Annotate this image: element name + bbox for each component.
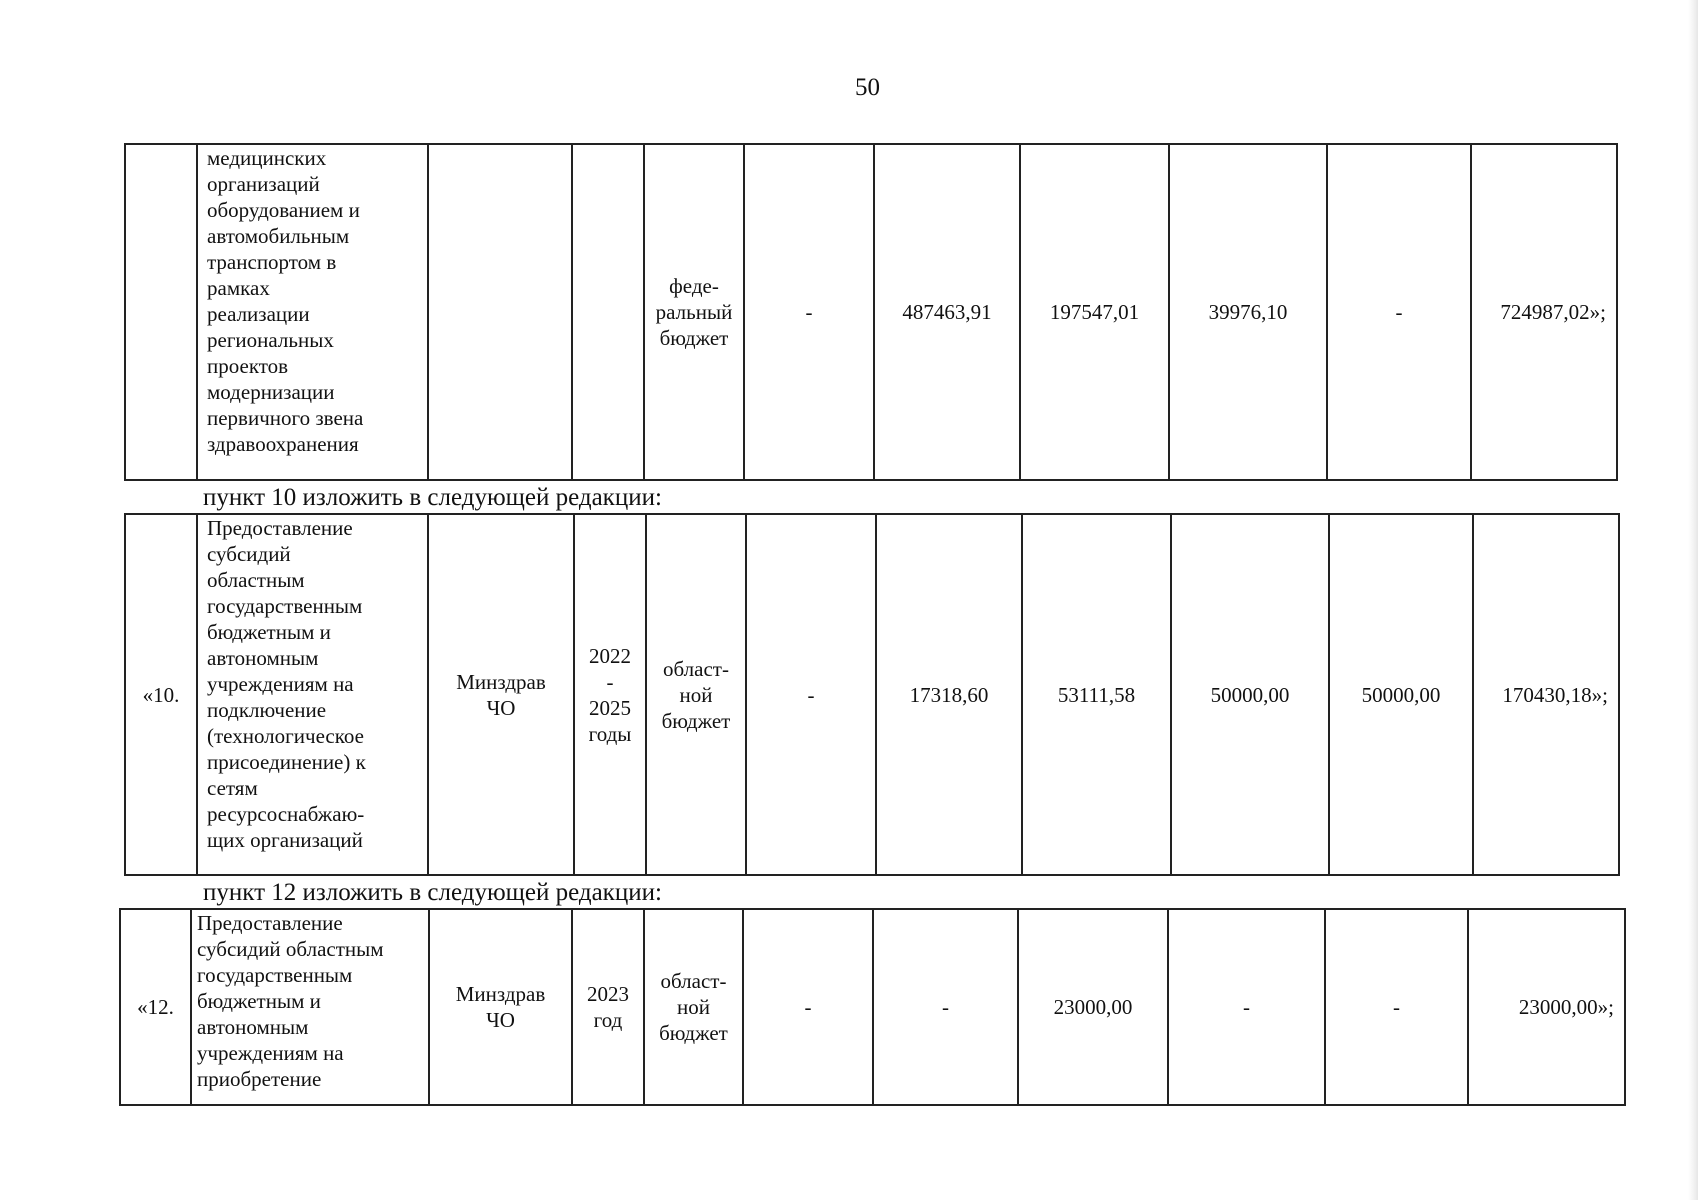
executor: Минздрав ЧО: [428, 514, 574, 875]
amendment-instruction-10: пункт 10 изложить в следующей редакции:: [203, 484, 662, 511]
value-cell: 53111,58: [1022, 514, 1171, 875]
row-number: «10.: [125, 514, 197, 875]
table-row: [120, 909, 1625, 1105]
page-number: 50: [855, 74, 880, 101]
measure-name: медицинских организаций оборудованием и автомобильным транспортом в рамках реализации региональных проектов модернизации первичного звена здравоохранения: [197, 144, 428, 480]
value-cell: -: [1168, 909, 1325, 1105]
period: 2023 год: [572, 909, 644, 1105]
value-cell: -: [744, 144, 874, 480]
value-cell: -: [873, 909, 1018, 1105]
table-row: [125, 514, 1619, 875]
table-row: [125, 144, 1617, 480]
value-cell: 50000,00: [1329, 514, 1473, 875]
scan-edge: [1688, 0, 1698, 1200]
value-cell: -: [1325, 909, 1468, 1105]
period: 2022 - 2025 годы: [574, 514, 646, 875]
measure-name: Предоставление субсидий областным государственным бюджетным и автономным учреждениям на приобретение: [191, 909, 429, 1105]
funding-source: област- ной бюджет: [644, 909, 743, 1105]
value-cell: 487463,91: [874, 144, 1020, 480]
value-cell: -: [1327, 144, 1471, 480]
table-fragment-3: [119, 908, 1626, 1106]
value-cell: 39976,10: [1169, 144, 1327, 480]
value-cell: -: [746, 514, 876, 875]
row-number: [125, 144, 197, 480]
executor: [428, 144, 572, 480]
period: [572, 144, 644, 480]
table-fragment-1: [124, 143, 1618, 481]
total-cell: 170430,18»;: [1473, 514, 1619, 875]
table-fragment-2: [124, 513, 1620, 876]
total-cell: 23000,00»;: [1468, 909, 1625, 1105]
value-cell: -: [743, 909, 873, 1105]
value-cell: 50000,00: [1171, 514, 1329, 875]
measure-name: Предоставление субсидий областным государственным бюджетным и автономным учреждениям на подключение (технологическое присоединение) к сетям ресурсоснабжаю- щих организаций: [197, 514, 428, 875]
total-cell: 724987,02»;: [1471, 144, 1617, 480]
value-cell: 17318,60: [876, 514, 1022, 875]
funding-source: феде- ральный бюджет: [644, 144, 744, 480]
executor: Минздрав ЧО: [429, 909, 572, 1105]
value-cell: 197547,01: [1020, 144, 1169, 480]
row-number: «12.: [120, 909, 191, 1105]
amendment-instruction-12: пункт 12 изложить в следующей редакции:: [203, 879, 662, 906]
value-cell: 23000,00: [1018, 909, 1168, 1105]
funding-source: област- ной бюджет: [646, 514, 746, 875]
